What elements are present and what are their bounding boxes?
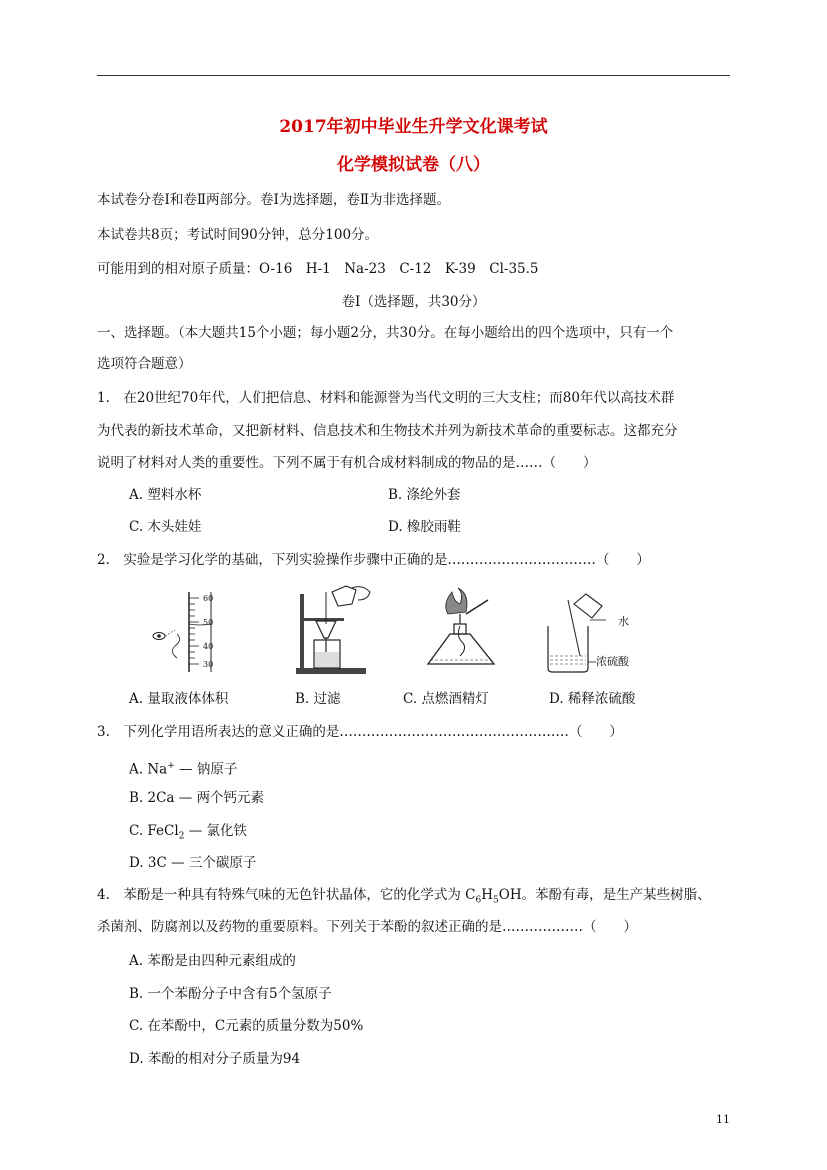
q4-option-d: D. 苯酚的相对分子质量为94 — [129, 1051, 301, 1067]
q1-option-d: D. 橡胶雨鞋 — [388, 519, 461, 535]
q2-option-c: C. 点燃酒精灯 — [403, 691, 489, 707]
q1-option-b: B. 涤纶外套 — [388, 487, 461, 503]
label-concentrated-acid: 浓硫酸 — [596, 655, 629, 668]
q1-line-3: 说明了材料对人类的重要性。下列不属于有机合成材料制成的物品的是……（ ） — [97, 455, 597, 471]
page-number: 11 — [716, 1113, 730, 1126]
alcohol-lamp-figure — [420, 586, 506, 674]
q1-line-2: 为代表的新技术革命，又把新材料、信息技术和生物技术并列为新技术革命的重要标志。这都充分 — [97, 423, 678, 439]
q4-option-c: C. 在苯酚中，C元素的质量分数为50% — [129, 1018, 364, 1034]
header-rule — [97, 75, 730, 76]
q3-option-d: D. 3C — 三个碳原子 — [129, 855, 257, 871]
q2-option-b: B. 过滤 — [295, 691, 341, 707]
section-instruction-2: 选项符合题意） — [97, 356, 192, 372]
exam-title: 2017年初中毕业生升学文化课考试 — [279, 117, 548, 137]
tick-label-30: 30 — [203, 660, 214, 669]
q3-option-a: A. Na+ — 钠原子 — [129, 761, 238, 778]
q4-option-a: A. 苯酚是由四种元素组成的 — [129, 953, 296, 969]
intro-line-1: 本试卷分卷Ⅰ和卷Ⅱ两部分。卷Ⅰ为选择题，卷Ⅱ为非选择题。 — [97, 192, 451, 208]
section-title: 卷Ⅰ（选择题，共30分） — [341, 294, 486, 310]
exam-subtitle: 化学模拟试卷（八） — [337, 155, 490, 175]
filtration-figure — [294, 582, 384, 676]
q2-option-a: A. 量取液体体积 — [129, 691, 229, 707]
q3-stem: 3. 下列化学用语所表达的意义正确的是……………………………………………（ ） — [97, 724, 623, 740]
q4-line-2: 杀菌剂、防腐剂以及药物的重要原料。下列关于苯酚的叙述正确的是………………（ ） — [97, 919, 637, 935]
q4-option-b: B. 一个苯酚分子中含有5个氢原子 — [129, 986, 332, 1002]
tick-label-40: 40 — [203, 642, 214, 651]
q1-option-c: C. 木头娃娃 — [129, 519, 202, 535]
q4-line-1: 4. 苯酚是一种具有特殊气味的无色针状晶体，它的化学式为 $C_6H_5OH$。苯酚有毒，是生产某些树脂、 — [97, 887, 711, 906]
q3-option-c: C. FeCl$_2$ — 氯化铁 — [129, 823, 248, 842]
section-instruction-1: 一、选择题。（本大题共15个小题；每小题2分，共30分。在每小题给出的四个选项中，只有一个 — [97, 325, 674, 341]
q1-line-1: 1. 在20世纪70年代，人们把信息、材料和能源誉为当代文明的三大支柱；而80年代以高技术群 — [97, 390, 675, 406]
tick-label-60: 60 — [203, 594, 214, 603]
q2-stem: 2. 实验是学习化学的基础，下列实验操作步骤中正确的是……………………………（ ） — [97, 552, 650, 568]
label-water: 水 — [618, 615, 629, 628]
q2-option-d: D. 稀释浓硫酸 — [549, 691, 636, 707]
intro-line-2: 本试卷共8页；考试时间90分钟，总分100分。 — [97, 227, 379, 243]
intro-line-3: 可能用到的相对原子质量：O-16 H-1 Na-23 C-12 K-39 Cl-35.5 — [97, 261, 539, 277]
q1-option-a: A. 塑料水杯 — [129, 487, 202, 503]
tick-label-50: 50 — [203, 618, 214, 627]
q3-option-b: B. 2Ca — 两个钙元素 — [129, 790, 265, 806]
